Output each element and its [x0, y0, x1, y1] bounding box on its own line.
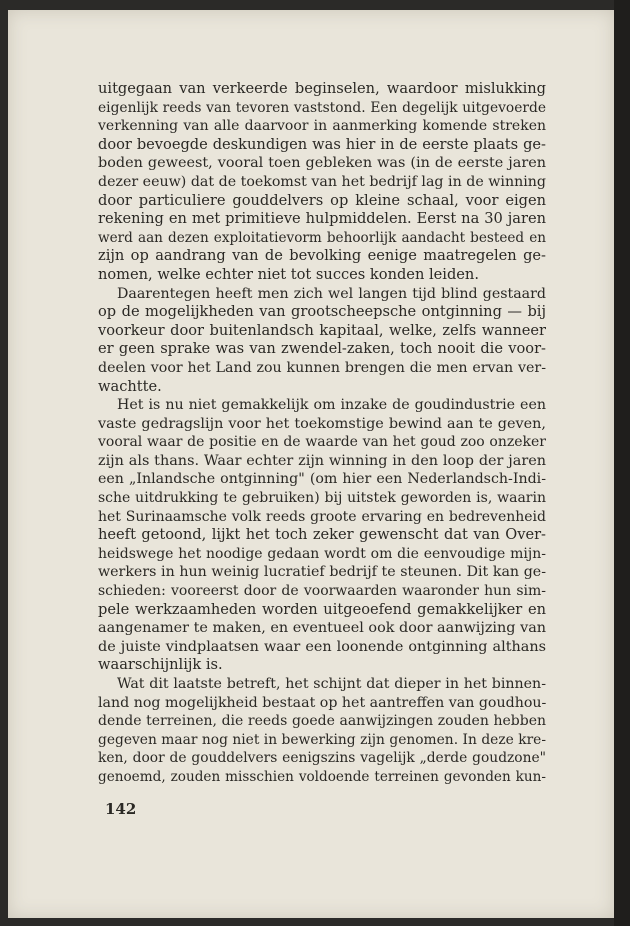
text-line: zijn als thans. Waar echter zijn winning in den loop der jaren	[98, 452, 546, 469]
text-line: de juiste vindplaatsen waar een loonende ontginning althans	[98, 638, 546, 655]
text-line: schieden: vooreerst door de voorwaarden waaronder hun sim-	[98, 583, 546, 600]
text-line: op de mogelijkheden van grootscheepsche ontginning — bij	[98, 303, 546, 321]
text-line: Wat dit laatste betreft, het schijnt dat dieper in het binnen-	[117, 676, 546, 692]
text-line: het Surinaamsche volk reeds groote ervaring en bedrevenheid	[98, 508, 546, 525]
text-line: pele werkzaamheden worden uitgeoefend gemakkelijker en	[98, 600, 546, 618]
text-line: ken, door de gouddelvers eenigszins vagelijk „derde goudzone"	[98, 750, 546, 767]
text-line: zijn op aandrang van de bevolking eenige maatregelen ge-	[98, 247, 546, 265]
text-line: rekening en met primitieve hulpmiddelen. Eerst na 30 jaren	[98, 210, 546, 228]
text-line: heeft getoond, lijkt het toch zeker gewenscht dat van Over-	[98, 526, 546, 544]
text-line: een „Inlandsche ontginning" (om hier een Nederlandsch-Indi-	[98, 471, 546, 488]
text-line: voorkeur door buitenlandsch kapitaal, welke, zelfs wanneer	[98, 321, 546, 339]
text-line: dezer eeuw) dat de toekomst van het bedrijf lag in de winning	[98, 173, 546, 190]
text-line: sche uitdrukking te gebruiken) bij uitstek geworden is, waarin	[98, 490, 546, 507]
page-number: 142	[105, 800, 137, 818]
text-line: Daarentegen heeft men zich wel langen tijd blind gestaard	[117, 285, 546, 302]
text-line: genoemd, zouden misschien voldoende terreinen gevonden kun-	[98, 768, 546, 785]
text-line: land nog mogelijkheid bestaat op het aantreffen van goudhou-	[98, 694, 547, 711]
text-line: boden geweest, vooral toen gebleken was (in de eerste jaren	[98, 155, 546, 172]
text-line: aangenamer te maken, en eventueel ook door aanwijzing van	[98, 620, 547, 637]
text-line: Het is nu niet gemakkelijk om inzake de goudindustrie een	[117, 397, 546, 414]
text-line: wachtte.	[98, 377, 162, 395]
text-line: eigenlijk reeds van tevoren vaststond. Een degelijk uitgevoerde	[98, 99, 546, 116]
text-line: werkers in hun weinig lucratief bedrijf te steunen. Dit kan ge-	[98, 564, 546, 581]
text-line: heidswege het noodige gedaan wordt om die eenvoudige mijn-	[98, 545, 546, 562]
text-line: deelen voor het Land zou kunnen brengen die men ervan ver-	[98, 359, 546, 376]
text-line: vaste gedragslijn voor het toekomstige bewind aan te geven,	[98, 415, 546, 432]
text-line: door bevoegde deskundigen was hier in de eerste plaats ge-	[98, 135, 546, 153]
text-line: er geen sprake was van zwendel-zaken, toch nooit die voor-	[98, 340, 546, 358]
text-line: verkenning van alle daarvoor in aanmerking komende streken	[98, 118, 546, 135]
text-line: gegeven maar nog niet in bewerking zijn genomen. In deze kre-	[98, 731, 546, 748]
text-line: werd aan dezen exploitatievorm behoorlijk aandacht besteed en	[98, 229, 546, 246]
book-spine	[614, 0, 630, 926]
text-line: nomen, welke echter niet tot succes konden leiden.	[98, 265, 479, 283]
body-text	[98, 80, 546, 787]
text-line: waarschijnlijk is.	[98, 656, 223, 674]
text-line: dende terreinen, die reeds goede aanwijzingen zouden hebben	[98, 713, 546, 730]
text-line: uitgegaan van verkeerde beginselen, waardoor mislukking	[98, 80, 546, 97]
text-line: vooral waar de positie en de waarde van het goud zoo onzeker	[98, 434, 546, 451]
text-line: door particuliere gouddelvers op kleine schaal, voor eigen	[98, 191, 546, 209]
